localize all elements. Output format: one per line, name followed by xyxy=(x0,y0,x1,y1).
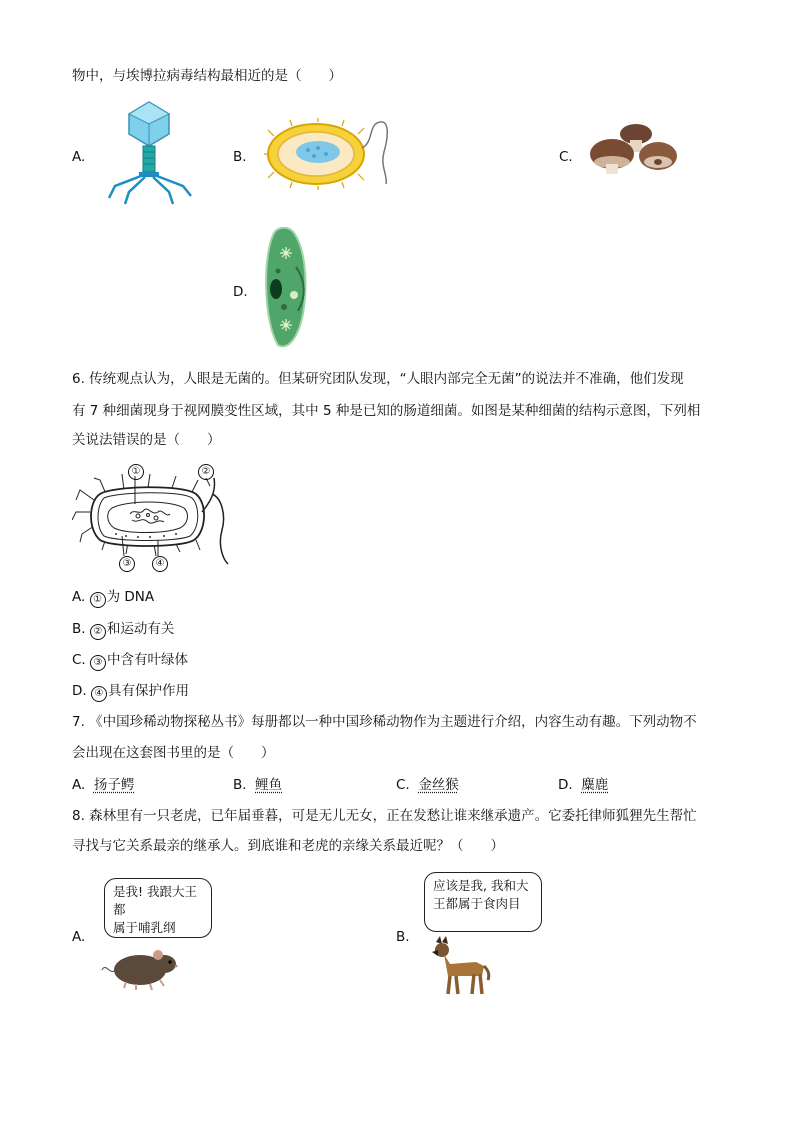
diagram-label-1: ① xyxy=(128,464,144,480)
q5-option-c-label[interactable]: C. xyxy=(559,149,573,165)
q8-option-b-label[interactable]: B. xyxy=(396,929,410,945)
q6-option-b[interactable] xyxy=(72,620,174,640)
bubble-line: 应该是我, 我和大 xyxy=(433,878,529,893)
dog-image xyxy=(428,936,492,998)
option-letter: B. xyxy=(233,777,247,793)
speech-bubble-a xyxy=(104,878,212,938)
option-text: 中含有叶绿体 xyxy=(107,652,189,668)
diagram-label-3: ③ xyxy=(119,556,135,572)
q6-option-d[interactable] xyxy=(72,682,189,702)
bacteriophage-image xyxy=(103,100,195,205)
q5-option-b-label[interactable]: B. xyxy=(233,149,247,165)
q7-stem-line-2: 会出现在这套图书里的是（ ） xyxy=(72,745,275,761)
q8-option-a-label[interactable]: A. xyxy=(72,929,86,945)
q6-stem-line-2: 有 7 种细菌现身于视网膜变性区域，其中 5 种是已知的肠道细菌。如图是某种细菌的结构示意图，下列相 xyxy=(72,403,701,419)
bubble-line: 属于哺乳纲 xyxy=(113,920,176,935)
bacterium-cell-image xyxy=(262,118,394,190)
q7-option-c[interactable] xyxy=(396,776,459,794)
option-marker: ③ xyxy=(90,655,106,671)
q8-stem-line-1: 8. 森林里有一只老虎，已年届垂暮，可是无儿无女，正在发愁让谁来继承遗产。它委托律师狐狸先生帮忙 xyxy=(72,808,697,824)
q6-option-a[interactable] xyxy=(72,588,154,608)
option-text: 鲤鱼 xyxy=(255,777,283,793)
q6-stem-line-3: 关说法错误的是（ ） xyxy=(72,432,221,448)
bubble-line: 王都属于食肉目 xyxy=(433,896,521,911)
option-text: 金丝猴 xyxy=(418,777,459,793)
q5-option-a-label[interactable]: A. xyxy=(72,149,86,165)
q8-stem-line-2: 寻找与它关系最亲的继承人。到底谁和老虎的亲缘关系最近呢？（ ） xyxy=(72,838,504,854)
q7-option-b[interactable] xyxy=(233,776,282,794)
q5-option-d-label[interactable]: D. xyxy=(233,284,248,300)
q7-option-a[interactable] xyxy=(72,776,134,794)
option-letter: D. xyxy=(558,777,573,793)
mushrooms-image xyxy=(586,122,686,182)
q7-stem-line-1: 7. 《中国珍稀动物探秘丛书》每册都以一种中国珍稀动物作为主题进行介绍，内容生动有趣。下列动物不 xyxy=(72,714,697,730)
option-letter: C. xyxy=(396,777,410,793)
q6-stem-line-1: 6. 传统观点认为，人眼是无菌的。但某研究团队发现，“人眼内部完全无菌”的说法并不准确，他们发现 xyxy=(72,371,684,387)
bubble-line: 是我! 我跟大王都 xyxy=(113,884,197,917)
option-text: 麋鹿 xyxy=(581,777,609,793)
option-letter: B. xyxy=(72,621,86,637)
mouse-image xyxy=(98,940,188,992)
option-text: 为 DNA xyxy=(106,589,155,605)
option-text: 和运动有关 xyxy=(106,621,175,637)
option-letter: C. xyxy=(72,652,86,668)
option-marker: ① xyxy=(90,592,106,608)
speech-bubble-b xyxy=(424,872,542,932)
q7-option-d[interactable] xyxy=(558,776,608,794)
diagram-label-4: ④ xyxy=(152,556,168,572)
diagram-label-2: ② xyxy=(198,464,214,480)
paramecium-image xyxy=(260,227,312,351)
option-marker: ② xyxy=(90,624,106,640)
option-letter: A. xyxy=(72,777,86,793)
option-text: 扬子鳄 xyxy=(93,777,135,793)
q6-option-c[interactable] xyxy=(72,651,188,671)
option-letter: D. xyxy=(72,683,87,699)
q5-stem: 物中，与埃博拉病毒结构最相近的是（ ） xyxy=(72,68,342,84)
option-letter: A. xyxy=(72,589,86,605)
option-text: 具有保护作用 xyxy=(107,683,189,699)
option-marker: ④ xyxy=(91,686,107,702)
